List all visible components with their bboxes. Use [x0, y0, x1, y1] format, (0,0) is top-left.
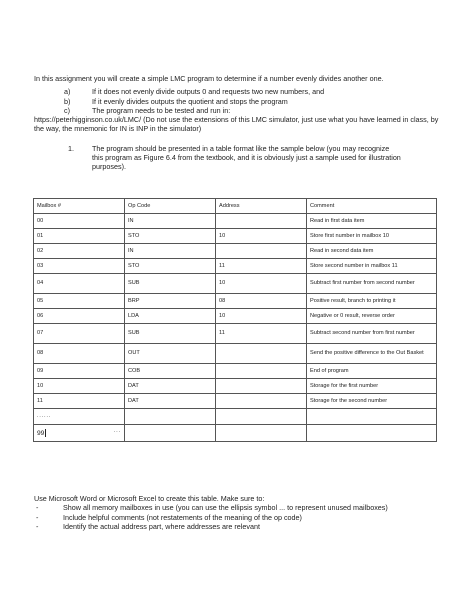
simulator-url-note: https://peterhigginson.co.uk/LMC/ (Do not use the extensions of this LMC simulator, just use what you have learned in class, by the way, the mnemonic for IN is INP in the simulator): [34, 115, 439, 134]
address-cell: 08: [216, 294, 307, 309]
empty-cell: [125, 425, 216, 442]
comment-cell: Read in first data item: [307, 214, 437, 229]
list-marker: 1.: [68, 143, 74, 153]
numbered-item-1: [64, 144, 444, 172]
comment-cell: Subtract second number from first number: [307, 324, 437, 344]
table-row: [34, 309, 437, 324]
instructions-outro: [34, 494, 444, 532]
table-row-ellipsis: [34, 409, 437, 425]
opcode-cell: SUB: [125, 324, 216, 344]
list-marker: c): [64, 105, 70, 115]
comment-cell: Positive result, branch to printing it: [307, 294, 437, 309]
list-text: The program should be presented in a table format like the sample below (you may recognize this program as Figure 6.4 from the textbook, and it is obviously just a sample used for illustration purposes).: [92, 143, 401, 172]
list-text: If it does not evenly divide outputs 0 and requests two new numbers, and: [92, 87, 325, 97]
mailbox-cell: 07: [34, 324, 125, 344]
header-comment: Comment: [307, 199, 437, 214]
table-row: [34, 324, 437, 344]
mailbox-cell: 04: [34, 274, 125, 294]
empty-cell: [125, 409, 216, 425]
table-row: [34, 259, 437, 274]
table-header-row: [34, 199, 437, 214]
cell-ellipsis-mark: ...: [113, 427, 121, 434]
outro-line: Use Microsoft Word or Microsoft Excel to create this table. Make sure to:: [34, 494, 265, 503]
mailbox-cell-editing[interactable]: [34, 425, 125, 442]
mailbox-cell: 02: [34, 244, 125, 259]
opcode-cell: DAT: [125, 394, 216, 409]
bullet-text: Show all memory mailboxes in use (you can use the ellipsis symbol ... to represent unused mailboxes): [63, 503, 388, 513]
empty-cell: [216, 425, 307, 442]
list-text: If it evenly divides outputs the quotient and stops the program: [92, 96, 288, 106]
table-row: [34, 379, 437, 394]
instructions-intro: [34, 74, 444, 172]
address-cell: 11: [216, 259, 307, 274]
address-cell: [216, 364, 307, 379]
list-item-a: [64, 87, 444, 96]
address-cell: [216, 244, 307, 259]
mailbox-cell: 03: [34, 259, 125, 274]
table-row: [34, 364, 437, 379]
address-cell: [216, 379, 307, 394]
comment-cell: Negative or 0 result, reverse order: [307, 309, 437, 324]
table-row: [34, 214, 437, 229]
mailbox-cell: 09: [34, 364, 125, 379]
empty-cell: [307, 425, 437, 442]
comment-cell: Storage for the first number: [307, 379, 437, 394]
address-cell: 10: [216, 309, 307, 324]
comment-cell: Store second number in mailbox 11: [307, 259, 437, 274]
empty-cell: [307, 409, 437, 425]
opcode-cell: STO: [125, 259, 216, 274]
address-cell: 10: [216, 274, 307, 294]
table-row: [34, 274, 437, 294]
bullet-marker: -: [36, 503, 39, 513]
mailbox-cell: 05: [34, 294, 125, 309]
comment-cell: Storage for the second number: [307, 394, 437, 409]
mailbox-cell: 06: [34, 309, 125, 324]
list-marker: a): [64, 87, 71, 97]
comment-cell: Send the positive difference to the Out Basket: [307, 344, 437, 364]
lmc-program-table: [33, 198, 437, 442]
bullet-marker: -: [36, 522, 39, 532]
opcode-cell: BRP: [125, 294, 216, 309]
opcode-cell: IN: [125, 214, 216, 229]
mailbox-cell: 10: [34, 379, 125, 394]
header-address: Address: [216, 199, 307, 214]
opcode-cell: OUT: [125, 344, 216, 364]
opcode-cell: COB: [125, 364, 216, 379]
bullet-text: Identify the actual address part, where addresses are relevant: [63, 522, 260, 532]
list-item-c: [64, 106, 444, 115]
mailbox-cell: 01: [34, 229, 125, 244]
mailbox-cell: 00: [34, 214, 125, 229]
table-row: [34, 244, 437, 259]
header-mailbox: Mailbox #: [34, 199, 125, 214]
header-op-code: Op Code: [125, 199, 216, 214]
last-mailbox-text: 99: [37, 429, 45, 437]
opcode-cell: SUB: [125, 274, 216, 294]
bullet-marker: -: [36, 512, 39, 522]
comment-cell: Read in second data item: [307, 244, 437, 259]
opcode-cell: STO: [125, 229, 216, 244]
table-row: [34, 394, 437, 409]
bullet-item: [34, 522, 444, 531]
address-cell: 10: [216, 229, 307, 244]
opcode-cell: IN: [125, 244, 216, 259]
empty-cell: [216, 409, 307, 425]
table-row: [34, 294, 437, 309]
comment-cell: Store first number in mailbox 10: [307, 229, 437, 244]
bullet-item: [34, 503, 444, 512]
address-cell: [216, 214, 307, 229]
address-cell: [216, 344, 307, 364]
table-row: [34, 229, 437, 244]
table-row-last: [34, 425, 437, 442]
intro-paragraph: In this assignment you will create a simple LMC program to determine if a number evenly divides another one.: [34, 74, 384, 83]
address-cell: 11: [216, 324, 307, 344]
list-item-b: [64, 97, 444, 106]
table-row: [34, 344, 437, 364]
bullet-item: [34, 513, 444, 522]
address-cell: [216, 394, 307, 409]
comment-cell: Subtract first number from second number: [307, 274, 437, 294]
mailbox-cell: 08: [34, 344, 125, 364]
opcode-cell: DAT: [125, 379, 216, 394]
text-cursor: [45, 429, 46, 437]
list-marker: b): [64, 96, 71, 106]
mailbox-cell: 11: [34, 394, 125, 409]
comment-cell: End of program: [307, 364, 437, 379]
bullet-text: Include helpful comments (not restatements of the meaning of the op code): [63, 512, 302, 522]
ellipsis-cell: ......: [34, 409, 125, 425]
opcode-cell: LDA: [125, 309, 216, 324]
list-text: The program needs to be tested and run in:: [92, 105, 231, 115]
